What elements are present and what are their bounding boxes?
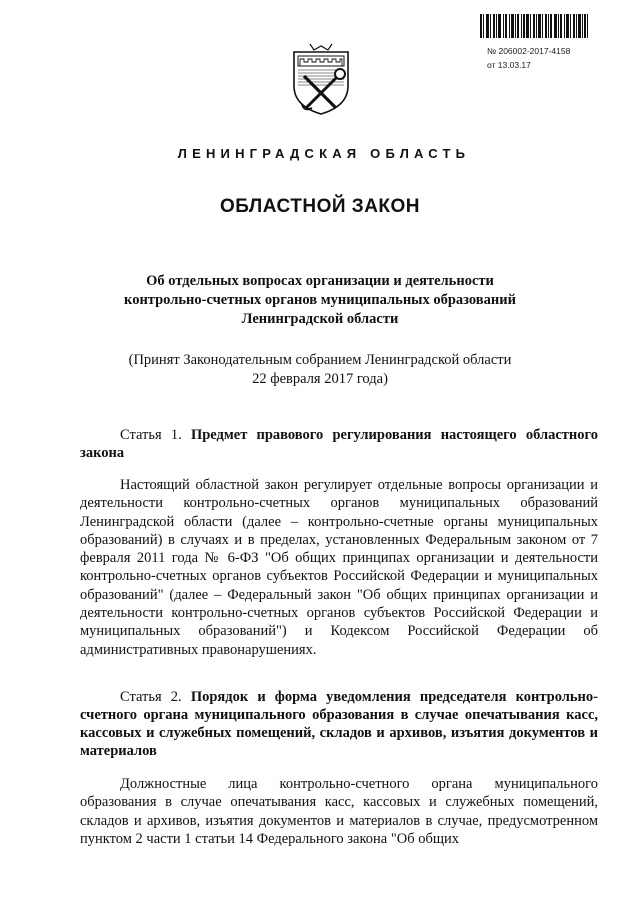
article-1-text: Настоящий областной закон регулирует отдельные вопросы организации и деятельности контрольно-счетных органов муниципальных образований Ленинградской области (далее – контрольно-счетные органы муниципальных образований) в случаях и в пределах, установленных Федеральным законом от 7 февраля 2011 года № 6-ФЗ "Об общих принципах организации и деятельности контрольно-счетных органов субъектов Российской Федерации и муниципальных образований" (далее – Федеральный закон "Об общих принципах организации и деятельности контрольно-счетных органов субъектов Российской Федерации и муниципальных образований") и Кодексом Российской Федерации об административных правонарушениях.	[80, 477, 598, 658]
registration-block	[487, 44, 570, 72]
document-type-heading: ОБЛАСТНОЙ ЗАКОН	[219, 196, 421, 217]
law-title-line: Об отдельных вопросах организации и деятельности	[146, 273, 494, 289]
coat-of-arms-icon	[290, 42, 352, 117]
article-2-heading	[80, 688, 598, 760]
law-title	[100, 272, 540, 329]
region-heading: ЛЕНИНГРАДСКАЯ ОБЛАСТЬ	[177, 146, 471, 161]
registration-date: от 13.03.17	[487, 60, 531, 70]
article-1-heading	[80, 426, 598, 462]
registration-number: № 206002-2017-4158	[487, 46, 571, 56]
adoption-note	[80, 351, 560, 389]
barcode-image	[480, 14, 588, 38]
article-1-label: Статья 1.	[120, 427, 182, 443]
article-1-title: Предмет правового регулирования настоящего областного закона	[80, 427, 598, 461]
adoption-note-line: (Принят Законодательным собранием Ленинградской области	[128, 352, 512, 368]
law-title-line: контрольно-счетных органов муниципальных образований	[124, 292, 516, 308]
article-2-label: Статья 2.	[120, 689, 182, 705]
article-2-title: Порядок и форма уведомления председателя контрольно-счетного органа муниципального образования в случае опечатывания касс, кассовых и служебных помещений, складов и архивов, изъятия документов и материалов	[80, 689, 598, 759]
adoption-note-line: 22 февраля 2017 года)	[252, 371, 388, 387]
law-title-line: Ленинградской области	[241, 311, 399, 327]
article-2-text: Должностные лица контрольно-счетного органа муниципального образования в случае опечатывания касс, кассовых и служебных помещений, складов и архивов, изъятия документов и материалов в случае, предусмотренном пунктом 2 части 1 статьи 14 Федерального закона "Об общих	[80, 776, 598, 847]
